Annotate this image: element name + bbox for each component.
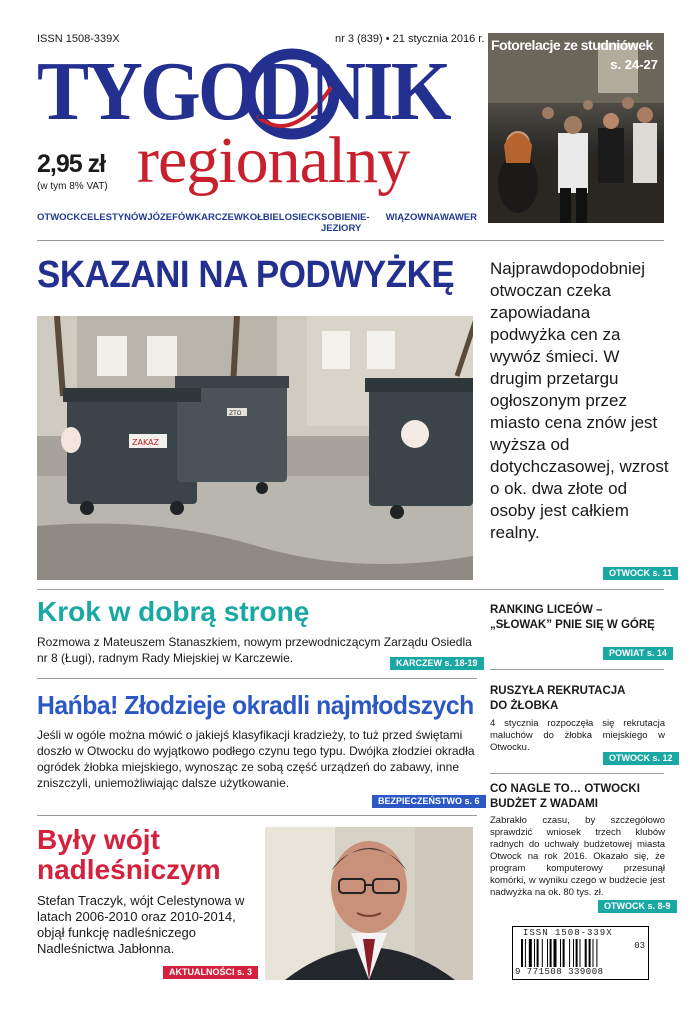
tag-otwock-12[interactable]: OTWOCK s. 12 [603, 752, 679, 765]
barcode [512, 926, 649, 980]
barcode-bar [563, 939, 565, 967]
tag-bezpieczenstwo[interactable]: BEZPIECZEŃSTWO s. 6 [372, 795, 486, 808]
krok-headline[interactable]: Krok w dobrą stronę [37, 596, 310, 627]
krok-text: Rozmowa z Mateuszem Stanaszkiem, nowym przewodniczącym Zarządu Osiedla nr 8 (Ługi), radnym Rady Miejskiej w Karczewie. [37, 635, 472, 665]
masthead-title: TYGODNIK [37, 45, 449, 138]
barcode-bar [569, 939, 570, 967]
barcode-issue-code: 03 [634, 941, 645, 951]
town-item[interactable]: KOŁBIEL [242, 212, 285, 223]
tag-aktualnosci[interactable]: AKTUALNOŚCI s. 3 [163, 966, 258, 979]
tag-otwock-11[interactable]: OTWOCK s. 11 [603, 567, 678, 580]
ranking-headline[interactable]: RANKING LICEÓW – „SŁOWAK” PNIE SIĘ W GÓRĘ [490, 604, 655, 631]
tag-karczew[interactable]: KARCZEW s. 18-19 [390, 657, 484, 670]
town-item[interactable]: OTWOCK [37, 212, 81, 223]
vat-note: (w tym 8% VAT) [37, 181, 108, 192]
rekrutacja-headline[interactable]: RUSZYŁA REKRUTACJA DO ŻŁOBKA [490, 685, 626, 712]
town-item[interactable]: WAWER [440, 212, 477, 223]
barcode-bar [534, 939, 535, 967]
barcode-bar [585, 939, 587, 967]
divider [490, 773, 664, 774]
barcode-issn: ISSN 1508-339X [523, 928, 613, 938]
divider [37, 678, 477, 679]
barcode-bar [521, 939, 523, 967]
issue-info: nr 3 (839) • 21 stycznia 2016 r. [335, 33, 485, 45]
tag-powiat[interactable]: POWIAT s. 14 [603, 647, 673, 660]
barcode-bar [580, 939, 581, 967]
barcode-bar [560, 939, 561, 967]
hanba-headline[interactable]: Hańba! Złodzieje okradli najmłodszych [37, 690, 474, 720]
divider [37, 240, 664, 241]
hanba-text: Jeśli w ogóle można mówić o jakiejś klasyfikacji kradzieży, to tuż przed świętami doszło w Otwocku do wyjątkowo podłego czynu tego typu. Dwójka złodziei okradła ogródek żłobka miejskiego, wynosząc ze sobą część urządzeń do zabawy, inne zniszczyli, uniemożliwiając dalsze użytkowanie. [37, 728, 475, 790]
budzet-headline[interactable]: CO NAGLE TO… OTWOCKI BUDŻET Z WADAMI [490, 783, 640, 810]
barcode-bar [542, 939, 543, 967]
bin-label: ZTO [229, 410, 242, 417]
divider [37, 815, 477, 816]
divider [490, 669, 664, 670]
barcode-bar [576, 939, 578, 967]
barcode-bar [573, 939, 574, 967]
rekrutacja-text: 4 stycznia rozpoczęła się rekrutacja maluchów do żłobka miejskiego w Otwocku. [490, 718, 665, 753]
town-item[interactable]: SOBIENIE-JEZIORY [321, 212, 370, 234]
town-item[interactable]: JÓZEFÓW [147, 212, 195, 223]
towns-list [37, 212, 477, 234]
lead-headline[interactable]: SKAZANI NA PODWYŻKĘ [37, 254, 455, 296]
town-item[interactable]: WIĄZOWNA [385, 212, 441, 223]
portrait-photo [265, 827, 473, 980]
lead-text: Najprawdopodobniej otwoczan czeka zapowiadana podwyżka cen za wywóz śmieci. W drugim przetargu ogłoszonym przez miasto cena znów jest wyższa od dotychczasowej, wzrost o ok. dwa złote od osoby jest całkiem realny. [490, 259, 669, 542]
barcode-bar [554, 939, 557, 967]
town-item[interactable]: OSIECK [284, 212, 321, 223]
barcode-bar [537, 939, 539, 967]
budzet-text: Zabrakło czasu, by szczegółowo sprawdzić wniosek trzech klubów radnych do uchwały budżetowej miasta Otwock na rok 2016. Okazało się, że program komputerowy przesunął komórki, w wyniku czego w budżecie jest nadwyżka na ok. 80 tys. zł. [490, 815, 665, 898]
price: 2,95 zł [37, 150, 106, 178]
town-item[interactable]: KARCZEW [194, 212, 243, 223]
barcode-bar [596, 939, 597, 967]
barcode-bars [521, 939, 633, 967]
wojt-text: Stefan Traczyk, wójt Celestynowa w latach 2006-2010 oraz 2010-2014, objął funkcję nadleśniczego Nadleśnictwa Jabłonna. [37, 893, 245, 956]
barcode-bar [589, 939, 591, 967]
town-item[interactable]: CELESTYNÓW [80, 212, 148, 223]
bin-sign: ZAKAZ [132, 438, 160, 447]
barcode-bar [547, 939, 548, 967]
garbage-bins-photo [37, 316, 473, 580]
promo-title: Fotorelacje ze studniówek [491, 37, 653, 53]
divider [37, 589, 664, 590]
barcode-bar [593, 939, 594, 967]
tag-otwock-8-9[interactable]: OTWOCK s. 8-9 [598, 900, 677, 913]
issn-label: ISSN 1508-339X [37, 33, 120, 45]
wojt-headline[interactable]: Były wójt nadleśniczym [37, 824, 221, 885]
promo-studniowki[interactable] [488, 33, 664, 223]
promo-pages: s. 24-27 [610, 57, 658, 72]
barcode-bar [525, 939, 526, 967]
masthead-subtitle: regionalny [137, 124, 410, 197]
barcode-bar [550, 939, 552, 967]
barcode-bar [529, 939, 532, 967]
barcode-number: 9 771508 339008 [515, 967, 604, 977]
